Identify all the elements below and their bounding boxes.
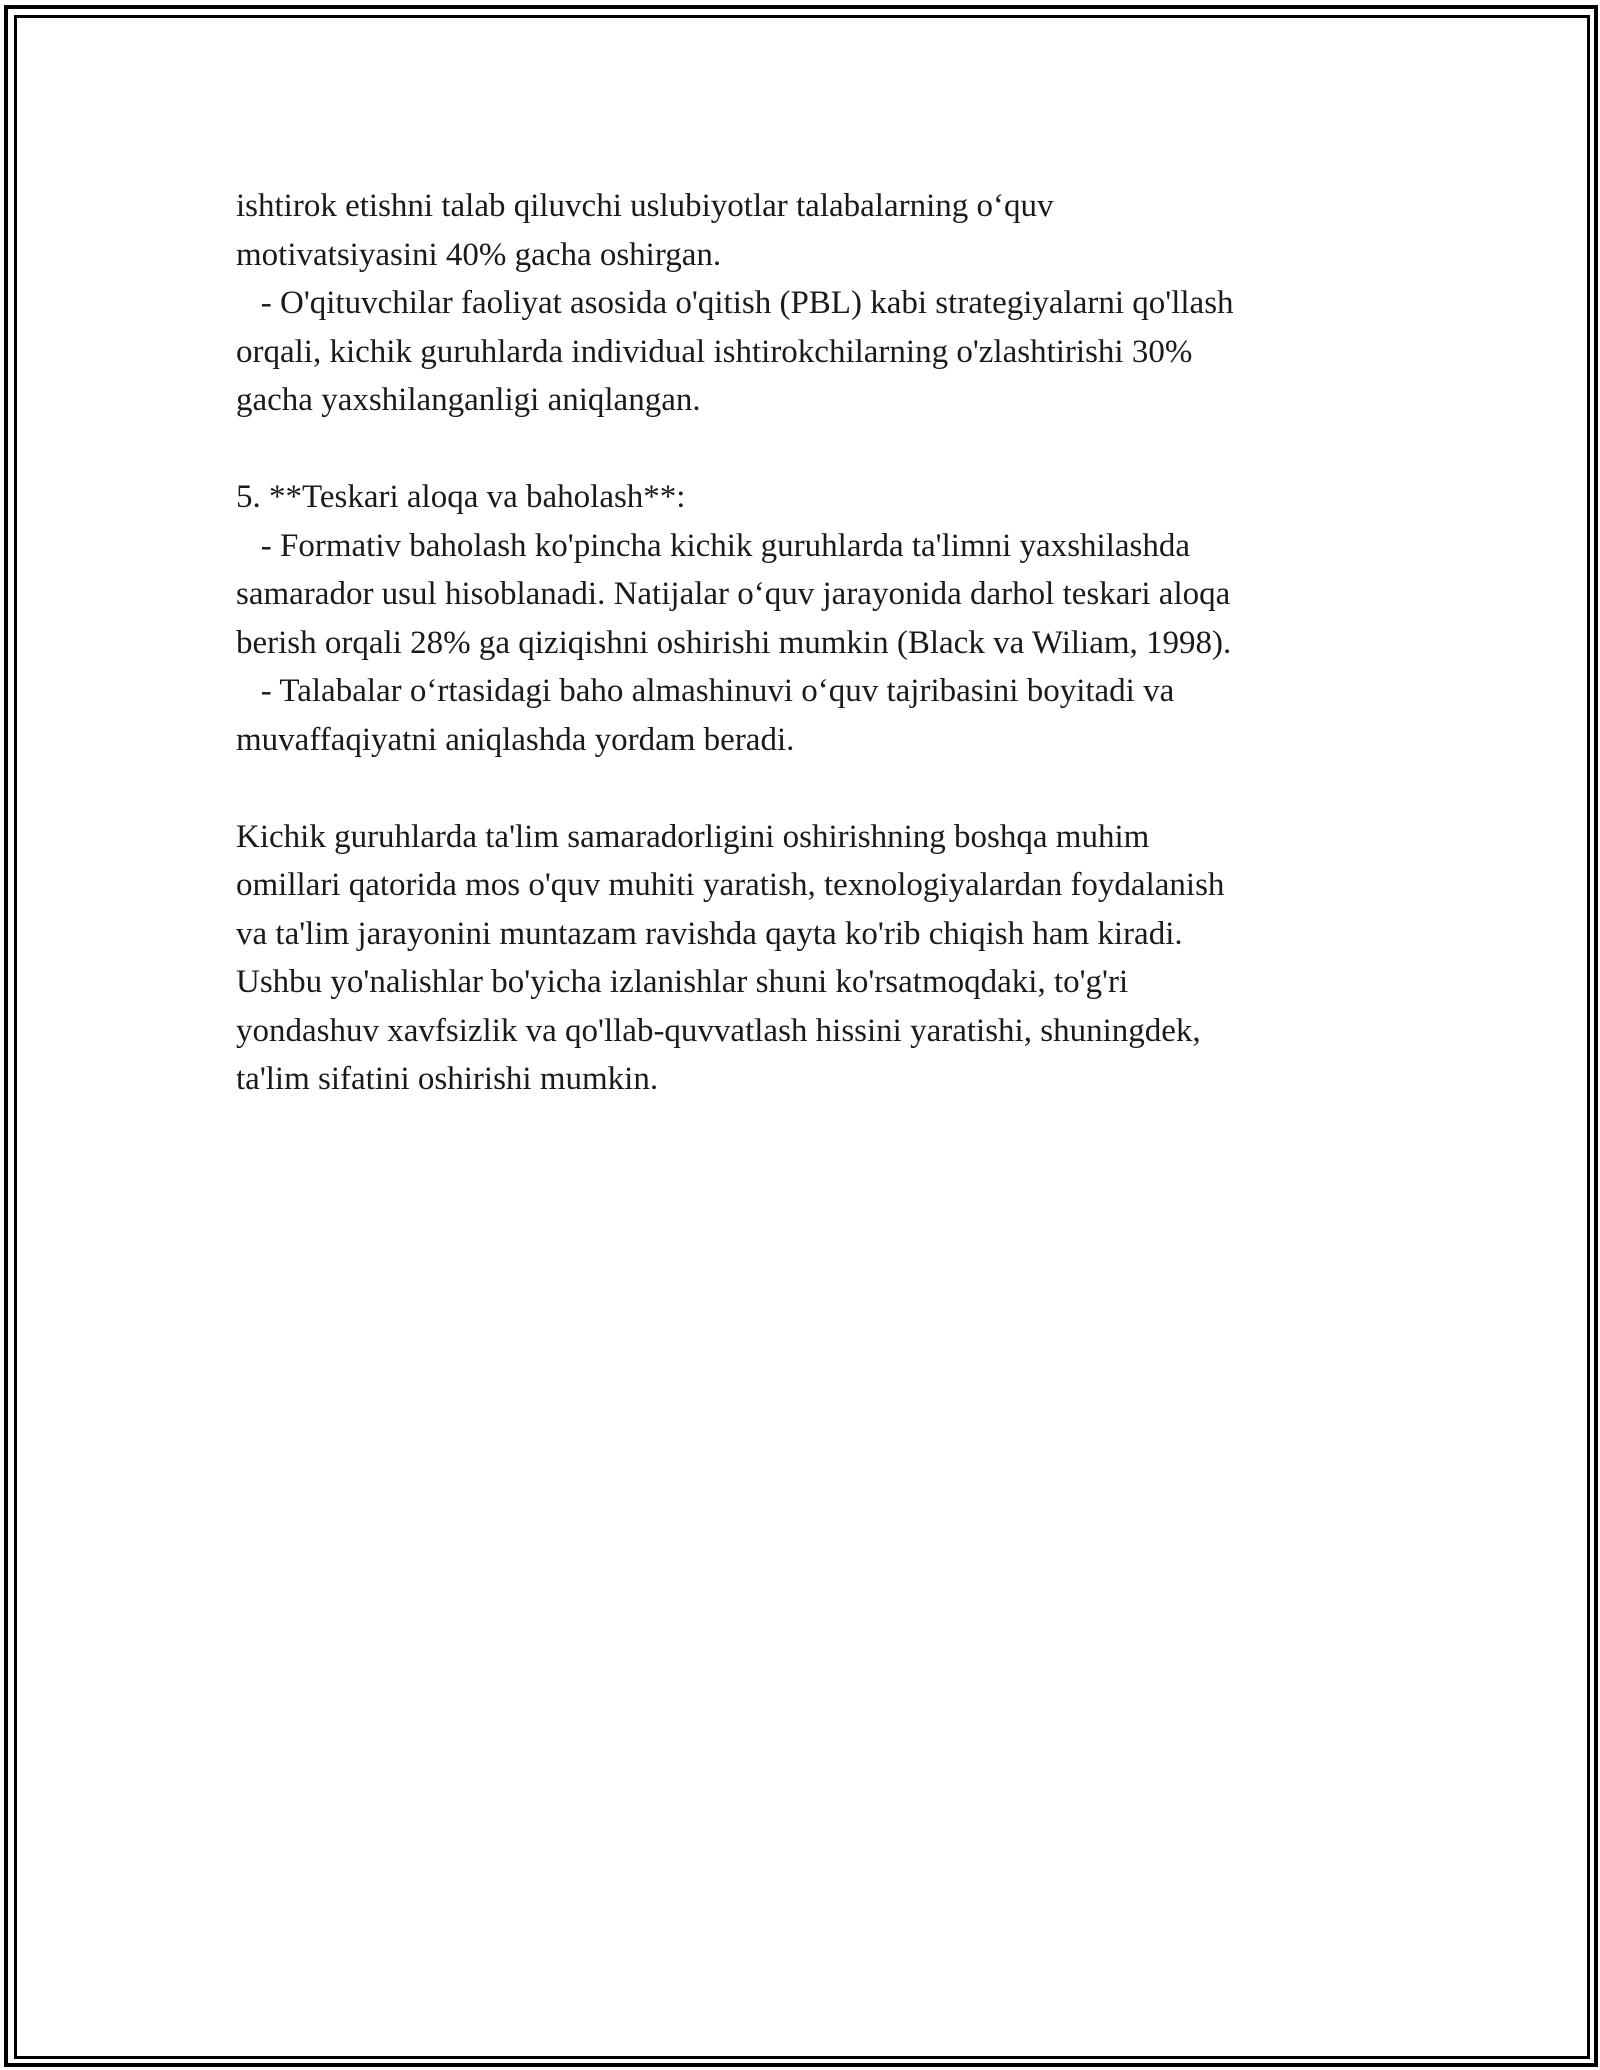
text-line: ishtirok etishni talab qiluvchi uslubiyotlar talabalarning o‘quv [236,188,1054,224]
text-line: - Talabalar o‘rtasidagi baho almashinuvi o‘quv tajribasini boyitadi va [236,673,1175,709]
text-line: muvaffaqiyatni aniqlashda yordam beradi. [236,721,795,758]
text-line: - Formativ baholash ko'pincha kichik guruhlarda ta'limni yaxshilashda [236,527,1191,564]
text-line: Ushbu yo'nalishlar bo'yicha izlanishlar shuni ko'rsatmoqdaki, to'g'ri [236,964,1129,1000]
text-line: ta'lim sifatini oshirishi mumkin. [236,1061,659,1097]
text-line: samarador usul hisoblanadi. Natijalar o‘quv jarayonida darhol teskari aloqa [236,576,1231,612]
paragraph-gap [236,425,1396,474]
text-line: omillari qatorida mos o'quv muhiti yaratish, texnologiyalardan foydalanish [236,867,1225,903]
paragraph-gap [236,764,1396,813]
text-line: yondashuv xavfsizlik va qo'llab-quvvatlash hissini yaratishi, shuningdek, [236,1012,1201,1049]
text-line: gacha yaxshilanganligi aniqlangan. [236,382,701,418]
document-body [236,182,1396,1104]
section-heading: 5. **Teskari aloqa va baholash**: [236,479,686,515]
text-line: - O'qituvchilar faoliyat asosida o'qitish (PBL) kabi strategiyalarni qo'llash [236,285,1234,321]
text-line: Kichik guruhlarda ta'lim samaradorligini oshirishning boshqa muhim [236,818,1150,855]
text-line: orqali, kichik guruhlarda individual ishtirokchilarning o'zlashtirishi 30% [236,333,1193,370]
text-line: berish orqali 28% ga qiziqishni oshirishi mumkin (Black va Wiliam, 1998). [236,624,1232,661]
text-line: motivatsiyasini 40% gacha oshirgan. [236,236,722,273]
text-line: va ta'lim jarayonini muntazam ravishda qayta ko'rib chiqish ham kiradi. [236,915,1183,952]
